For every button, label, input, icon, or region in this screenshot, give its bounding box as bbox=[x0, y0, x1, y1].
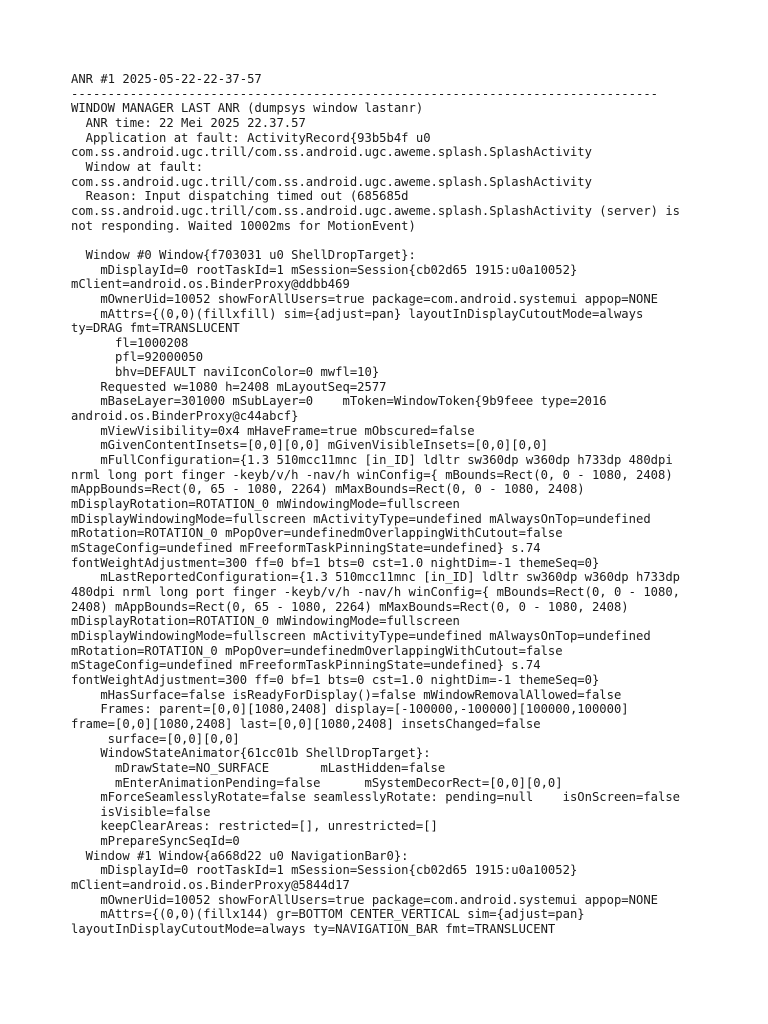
log-line: fontWeightAdjustment=300 ff=0 bf=1 bts=0 cst=1.0 nightDim=-1 themeSeq=0} bbox=[71, 672, 600, 687]
log-line: Application at fault: ActivityRecord{93b5b4f u0 bbox=[71, 130, 431, 145]
log-line: mAttrs={(0,0)(fillx144) gr=BOTTOM CENTER_VERTICAL sim={adjust=pan} bbox=[71, 907, 585, 922]
log-line: ANR time: 22 Mei 2025 22.37.57 bbox=[71, 115, 306, 130]
log-line: surface=[0,0][0,0] bbox=[71, 731, 240, 746]
log-line: bhv=DEFAULT naviIconColor=0 mwfl=10} bbox=[71, 365, 380, 380]
log-line: Requested w=1080 h=2408 mLayoutSeq=2577 bbox=[71, 379, 387, 394]
log-line: mDrawState=NO_SURFACE mLastHidden=false bbox=[71, 760, 446, 775]
log-line: fl=1000208 bbox=[71, 335, 189, 350]
log-line: frame=[0,0][1080,2408] last=[0,0][1080,2408] insetsChanged=false bbox=[71, 716, 541, 731]
log-line: mStageConfig=undefined mFreeformTaskPinningState=undefined} s.74 bbox=[71, 658, 541, 673]
log-line: mOwnerUid=10052 showForAllUsers=true package=com.android.systemui appop=NONE bbox=[71, 291, 658, 306]
log-line: mHasSurface=false isReadyForDisplay()=false mWindowRemovalAllowed=false bbox=[71, 687, 622, 702]
log-document bbox=[71, 72, 711, 937]
log-line bbox=[71, 233, 711, 248]
log-line: pfl=92000050 bbox=[71, 350, 204, 365]
log-line: mForceSeamlesslyRotate=false seamlesslyRotate: pending=null isOnScreen=false bbox=[71, 790, 681, 805]
log-line: mDisplayWindowingMode=fullscreen mActivityType=undefined mAlwaysOnTop=undefined bbox=[71, 628, 651, 643]
log-line: mAttrs={(0,0)(fillxfill) sim={adjust=pan} layoutInDisplayCutoutMode=always bbox=[71, 306, 644, 321]
log-line: mRotation=ROTATION_0 mPopOver=undefinedmOverlappingWithCutout=false bbox=[71, 526, 563, 541]
log-line: mAppBounds=Rect(0, 65 - 1080, 2264) mMaxBounds=Rect(0, 0 - 1080, 2408) bbox=[71, 482, 585, 497]
log-line: nrml long port finger -keyb/v/h -nav/h winConfig={ mBounds=Rect(0, 0 - 1080, 2408) bbox=[71, 467, 673, 482]
log-line: Frames: parent=[0,0][1080,2408] display=[-100000,-100000][100000,100000] bbox=[71, 702, 629, 717]
log-line: mPrepareSyncSeqId=0 bbox=[71, 834, 240, 849]
log-line: mOwnerUid=10052 showForAllUsers=true package=com.android.systemui appop=NONE bbox=[71, 892, 658, 907]
log-line: com.ss.android.ugc.trill/com.ss.android.ugc.aweme.splash.SplashActivity (server) is bbox=[71, 203, 681, 218]
log-line: mClient=android.os.BinderProxy@ddbb469 bbox=[71, 277, 350, 292]
log-line: WINDOW MANAGER LAST ANR (dumpsys window lastanr) bbox=[71, 101, 424, 116]
log-line: mViewVisibility=0x4 mHaveFrame=true mObscured=false bbox=[71, 423, 475, 438]
log-line: Window at fault: bbox=[71, 159, 204, 174]
log-line: layoutInDisplayCutoutMode=always ty=NAVIGATION_BAR fmt=TRANSLUCENT bbox=[71, 922, 556, 937]
log-line: 2408) mAppBounds=Rect(0, 65 - 1080, 2264) mMaxBounds=Rect(0, 0 - 1080, 2408) bbox=[71, 599, 629, 614]
log-line: mDisplayRotation=ROTATION_0 mWindowingMode=fullscreen bbox=[71, 497, 460, 512]
log-line: mStageConfig=undefined mFreeformTaskPinningState=undefined} s.74 bbox=[71, 541, 541, 555]
log-line: mDisplayRotation=ROTATION_0 mWindowingMode=fullscreen bbox=[71, 614, 460, 629]
log-line: fontWeightAdjustment=300 ff=0 bf=1 bts=0 cst=1.0 nightDim=-1 themeSeq=0} bbox=[71, 555, 600, 570]
log-line: Window #0 Window{f703031 u0 ShellDropTarget}: bbox=[71, 247, 416, 262]
log-line: WindowStateAnimator{61cc01b ShellDropTarget}: bbox=[71, 746, 431, 761]
log-line: Window #1 Window{a668d22 u0 NavigationBar0}: bbox=[71, 848, 409, 863]
log-line: mBaseLayer=301000 mSubLayer=0 mToken=WindowToken{9b9feee type=2016 bbox=[71, 394, 607, 409]
log-line: Reason: Input dispatching timed out (685685d bbox=[71, 189, 409, 204]
log-line: isVisible=false bbox=[71, 804, 211, 819]
log-line: com.ss.android.ugc.trill/com.ss.android.ugc.aweme.splash.SplashActivity bbox=[71, 145, 592, 160]
log-line: mDisplayId=0 rootTaskId=1 mSession=Session{cb02d65 1915:u0a10052} bbox=[71, 863, 578, 878]
log-line: mFullConfiguration={1.3 510mcc11mnc [in_ID] ldltr sw360dp w360dp h733dp 480dpi bbox=[71, 453, 673, 468]
log-line: mLastReportedConfiguration={1.3 510mcc11mnc [in_ID] ldltr sw360dp w360dp h733dp bbox=[71, 570, 681, 585]
log-line: mDisplayId=0 rootTaskId=1 mSession=Session{cb02d65 1915:u0a10052} bbox=[71, 262, 578, 277]
log-line: keepClearAreas: restricted=[], unrestricted=[] bbox=[71, 819, 438, 834]
log-line: -------------------------------------------------------------------------------- bbox=[71, 86, 658, 101]
log-line: mRotation=ROTATION_0 mPopOver=undefinedmOverlappingWithCutout=false bbox=[71, 643, 563, 658]
log-line: 480dpi nrml long port finger -keyb/v/h -nav/h winConfig={ mBounds=Rect(0, 0 - 1080, bbox=[71, 584, 681, 599]
log-line: mClient=android.os.BinderProxy@5844d17 bbox=[71, 878, 350, 893]
log-line: ANR #1 2025-05-22-22-37-57 bbox=[71, 72, 262, 86]
log-line: com.ss.android.ugc.trill/com.ss.android.ugc.aweme.splash.SplashActivity bbox=[71, 174, 592, 189]
log-line: mEnterAnimationPending=false mSystemDecorRect=[0,0][0,0] bbox=[71, 775, 563, 790]
log-line: not responding. Waited 10002ms for MotionEvent) bbox=[71, 218, 416, 233]
log-line: mGivenContentInsets=[0,0][0,0] mGivenVisibleInsets=[0,0][0,0] bbox=[71, 438, 548, 453]
log-line: ty=DRAG fmt=TRANSLUCENT bbox=[71, 321, 240, 336]
log-line: android.os.BinderProxy@c44abcf} bbox=[71, 409, 299, 424]
log-line: mDisplayWindowingMode=fullscreen mActivityType=undefined mAlwaysOnTop=undefined bbox=[71, 511, 651, 526]
